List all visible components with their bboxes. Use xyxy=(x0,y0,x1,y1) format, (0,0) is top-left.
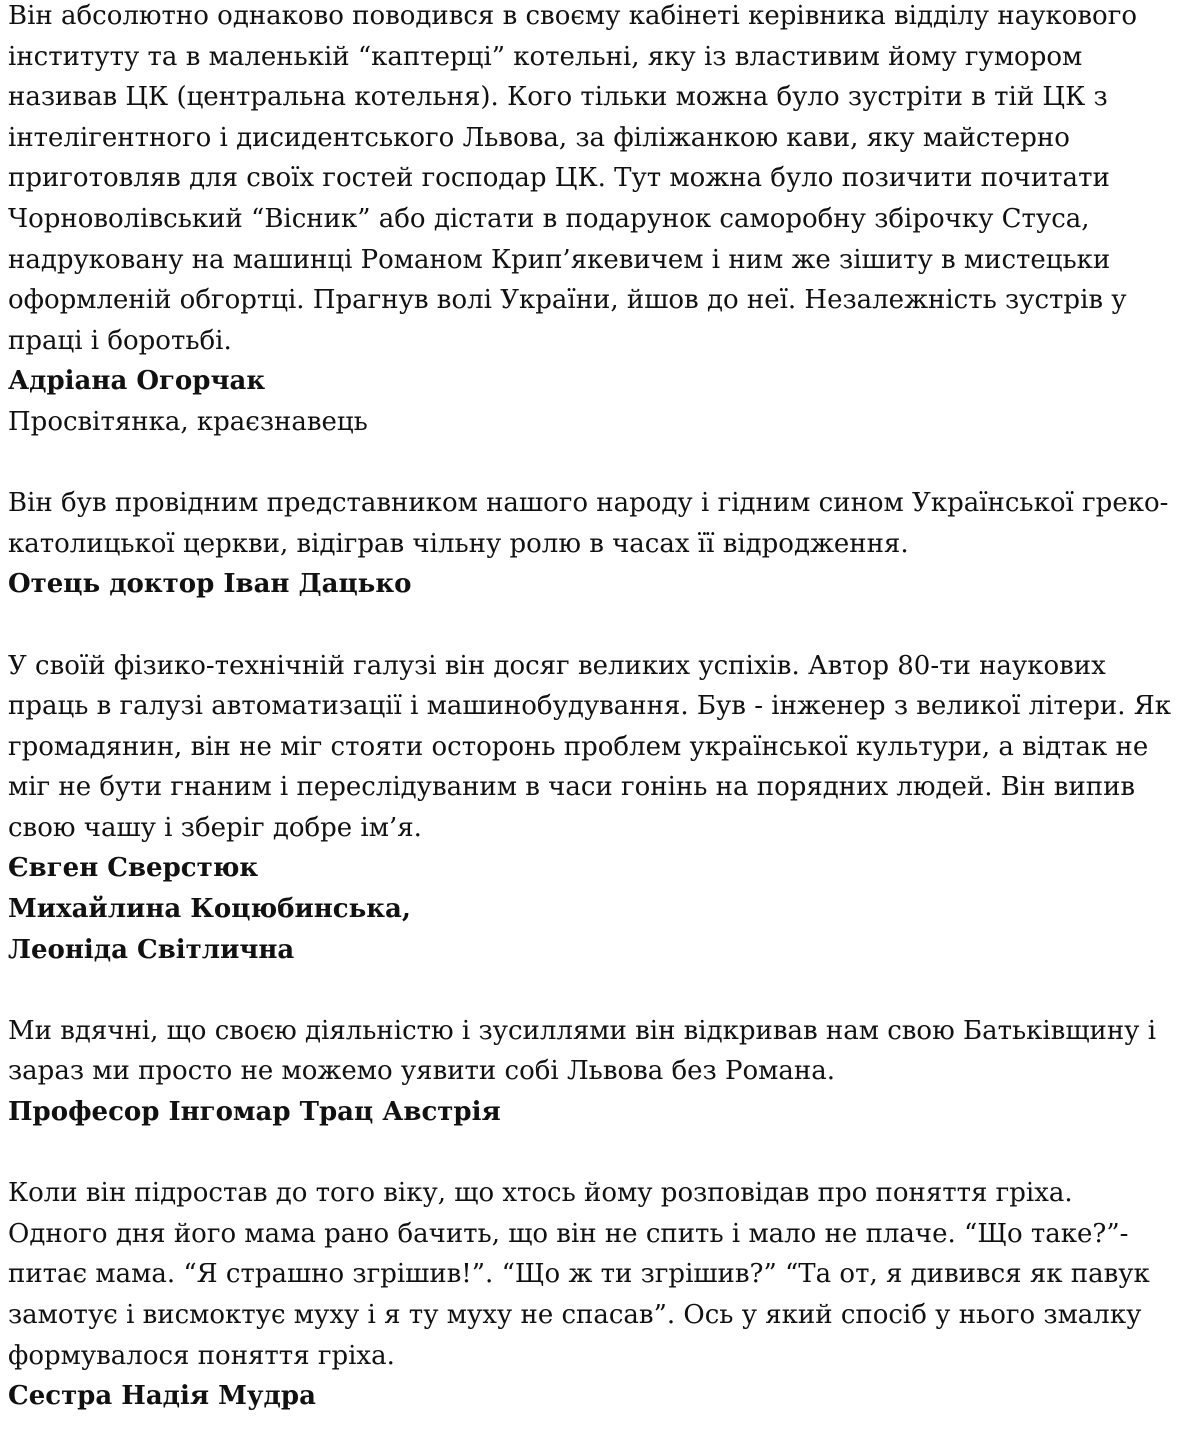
testimonial-block xyxy=(8,646,1173,971)
testimonial-author: Євген Сверстюк xyxy=(8,853,259,884)
testimonial-block xyxy=(8,483,1173,605)
testimonial-text: Коли він підростав до того віку, що хтось йому розповідав про поняття гріха. Одного дня його мама рано бачить, що він не спить і мало не плаче. “Що таке?”- питає мама. “Я страшно згрішив!”. “Що ж ти згрішив?” “Та от, я дивився як павук замотує і висмоктує муху і я ту муху не спасав”. Ось у який спосіб у нього змалку формувалося поняття гріха. xyxy=(8,1178,1150,1371)
testimonial-author: Михайлина Коцюбинська, xyxy=(8,894,411,925)
testimonial-text: Він був провідним представником нашого народу і гідним сином Української греко-католицької церкви, відіграв чільну ролю в часах її відродження. xyxy=(8,488,1169,559)
testimonial-text: Ми вдячні, що своєю діяльністю і зусиллями він відкривав нам свою Батьківщину і зараз ми просто не можемо уявити собі Львова без Романа. xyxy=(8,1015,1157,1087)
testimonial-author: Леоніда Світлична xyxy=(8,934,295,965)
testimonial-author: Професор Інгомар Трац Австрія xyxy=(8,1097,501,1128)
testimonial-author-role: Просвітянка, краєзнавець xyxy=(8,406,368,437)
testimonial-author: Отець доктор Іван Дацько xyxy=(8,569,412,600)
testimonial-block xyxy=(8,1011,1173,1133)
testimonial-block xyxy=(8,0,1173,443)
paragraph-spacer xyxy=(8,605,1173,646)
testimonial-author: Сестра Надія Мудра xyxy=(8,1381,316,1412)
paragraph-spacer xyxy=(8,1133,1173,1174)
testimonial-text: У своїй фізико-технічній галузі він досяг великих успіхів. Автор 80-ти наукових праць в галузі автоматизації і машинобудування. Був - інженер з великої літери. Як громадянин, він не міг стояти осторонь проблем української культури, а відтак не міг не бути гнаним і переслідуваним в часи гонінь на порядних людей. Він випив свою чашу і зберіг добре ім’я. xyxy=(8,650,1171,843)
testimonial-author: Адріана Огорчак xyxy=(8,366,266,397)
paragraph-spacer xyxy=(8,443,1173,484)
paragraph-spacer xyxy=(8,970,1173,1011)
testimonial-block xyxy=(8,1173,1173,1417)
testimonial-text: Він абсолютно однаково поводився в своєму кабінеті керівника відділу наукового інституту та в маленькій “каптерці” котельні, яку із властивим йому гумором називав ЦК (центральна котельня). Кого тільки можна було зустріти в тій ЦК з інтелігентного і дисидентського Львова, за філіжанкою кави, яку майстерно приготовляв для своїх гостей господар ЦК. Тут можна було позичити почитати Чорноволівський “Вісник” або дістати в подарунок саморобну збірочку Стуса, надруковану на машинці Романом Крип’якевичем і ним же зішиту в мистецьки оформленій обгортці. Прагнув волі України, йшов до неї. Незалежність зустрів у праці і боротьбі. xyxy=(8,1,1137,356)
